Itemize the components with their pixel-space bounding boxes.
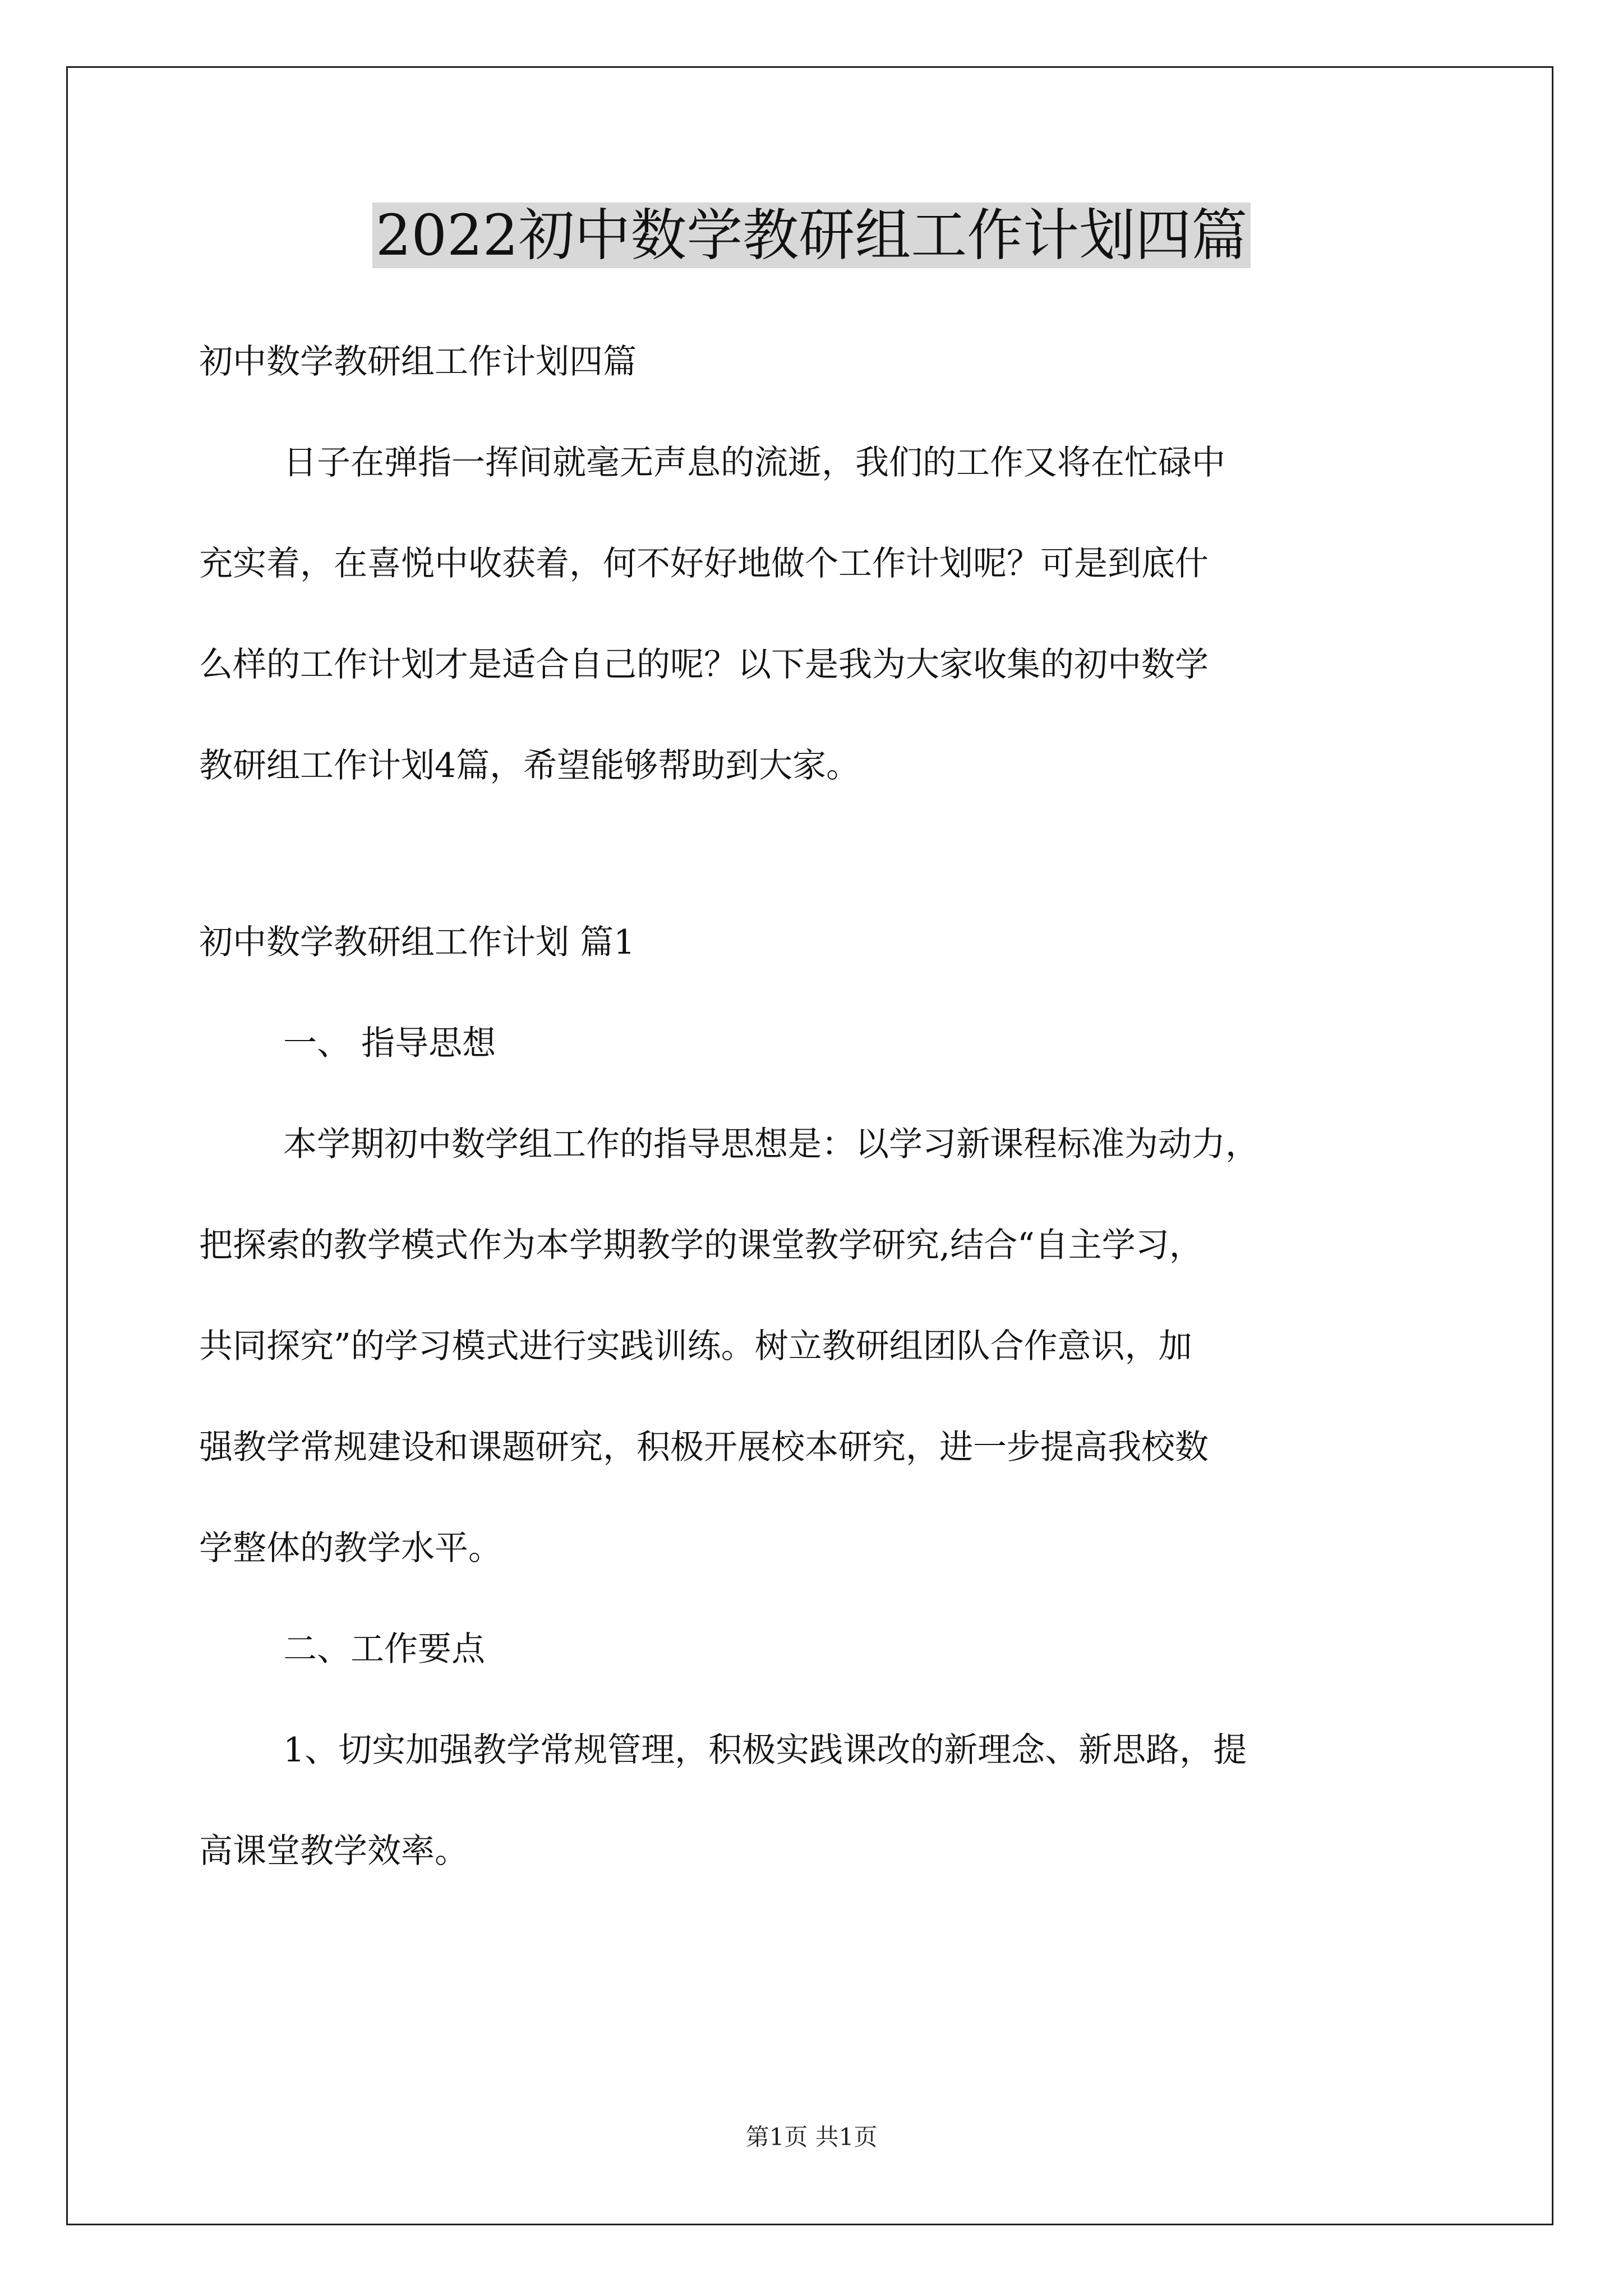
page-footer: 第1页 共1页 — [745, 2123, 878, 2151]
subheading-guiding-ideology: 一、 指导思想 — [283, 1024, 496, 1063]
document-body — [199, 311, 1427, 1902]
body-paragraph-line: 学整体的教学水平。 — [199, 1529, 502, 1568]
body-paragraph-line: 共同探究”的学习模式进行实践训练。树立教研组团队合作意识，加 — [199, 1327, 1192, 1366]
intro-paragraph-line: 么样的工作计划才是适合自己的呢？以下是我为大家收集的初中数学 — [199, 645, 1209, 684]
intro-paragraph-line: 日子在弹指一挥间就毫无声息的流逝，我们的工作又将在忙碌中 — [283, 443, 1225, 482]
body-paragraph-line: 强教学常规建设和课题研究，积极开展校本研究，进一步提高我校数 — [199, 1428, 1209, 1467]
body-paragraph-line: 1、切实加强教学常规管理，积极实践课改的新理念、新思路，提 — [283, 1731, 1247, 1770]
document-title-text: 2022初中数学教研组工作计划四篇 — [372, 203, 1251, 268]
intro-paragraph-line: 教研组工作计划4篇，希望能够帮助到大家。 — [199, 746, 860, 785]
body-paragraph-line: 本学期初中数学组工作的指导思想是：以学习新课程标准为动力， — [283, 1125, 1259, 1164]
intro-paragraph-line: 充实着，在喜悦中收获着，何不好好地做个工作计划呢？可是到底什 — [199, 544, 1209, 583]
section-heading: 初中数学教研组工作计划 篇1 — [199, 923, 635, 962]
document-title — [0, 199, 1623, 272]
subheading-work-points: 二、工作要点 — [283, 1630, 485, 1669]
body-paragraph-line: 高课堂教学效率。 — [199, 1832, 468, 1871]
body-paragraph-line: 把探索的教学模式作为本学期教学的课堂教学研究,结合“自主学习， — [199, 1226, 1203, 1265]
subtitle-line: 初中数学教研组工作计划四篇 — [199, 342, 637, 381]
